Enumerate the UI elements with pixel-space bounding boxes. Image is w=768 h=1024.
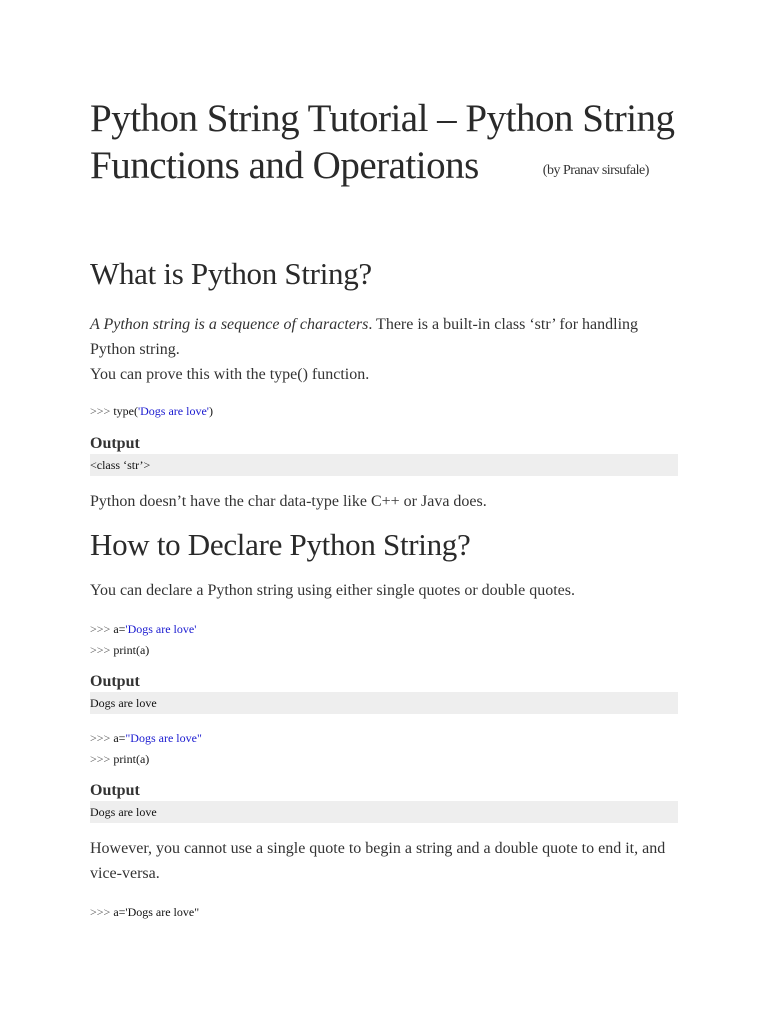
code-prompt: >>> bbox=[90, 622, 114, 636]
code-text: a= bbox=[113, 731, 126, 745]
code-string-literal: 'Dogs are love' bbox=[137, 404, 209, 418]
code-line-assign-single bbox=[90, 622, 196, 636]
code-line-print bbox=[90, 752, 149, 766]
output-label: Output bbox=[90, 782, 140, 799]
output-label: Output bbox=[90, 435, 140, 452]
code-prompt: >>> bbox=[90, 643, 114, 657]
code-string-literal: "Dogs are love" bbox=[125, 731, 202, 745]
section1-intro bbox=[90, 312, 680, 387]
code-string-literal: 'Dogs are love' bbox=[125, 622, 197, 636]
code-text: print(a) bbox=[113, 752, 150, 766]
code-prompt: >>> bbox=[90, 404, 114, 418]
code-prompt: >>> bbox=[90, 905, 114, 919]
code-line-assign-double bbox=[90, 731, 202, 745]
title-line-2: Functions and Operations bbox=[90, 144, 479, 187]
code-prompt: >>> bbox=[90, 752, 114, 766]
document-title bbox=[90, 95, 690, 194]
output-box: <class ‘str’> bbox=[90, 454, 678, 476]
code-line-mismatched-quotes bbox=[90, 905, 199, 919]
title-line-1: Python String Tutorial – Python String bbox=[90, 97, 675, 140]
code-line-type-call bbox=[90, 404, 213, 418]
section1-note: Python doesn’t have the char data-type like C++ or Java does. bbox=[90, 493, 487, 510]
author-credit: (by Pranav sirsufale) bbox=[542, 163, 649, 178]
output-box: Dogs are love bbox=[90, 801, 678, 823]
section-heading-what-is-string: What is Python String? bbox=[90, 256, 372, 291]
code-prompt: >>> bbox=[90, 731, 114, 745]
code-text: type( bbox=[113, 404, 138, 418]
code-line-print bbox=[90, 643, 149, 657]
code-text: a= bbox=[113, 622, 126, 636]
code-text: ) bbox=[208, 404, 213, 418]
output-label: Output bbox=[90, 673, 140, 690]
intro-italic-text: A Python string is a sequence of characters bbox=[90, 316, 369, 333]
code-text: print(a) bbox=[113, 643, 150, 657]
code-text: a='Dogs are love" bbox=[113, 905, 200, 919]
section2-intro: You can declare a Python string using either single quotes or double quotes. bbox=[90, 582, 575, 599]
section-heading-declare-string: How to Declare Python String? bbox=[90, 527, 471, 562]
intro-line-2: You can prove this with the type() function. bbox=[90, 366, 370, 383]
section2-note: However, you cannot use a single quote to begin a string and a double quote to end it, and vice-versa. bbox=[90, 840, 666, 882]
output-box: Dogs are love bbox=[90, 692, 678, 714]
intro-rest-text: . There is a built-in class ‘str’ for handling Python string. bbox=[90, 316, 639, 358]
